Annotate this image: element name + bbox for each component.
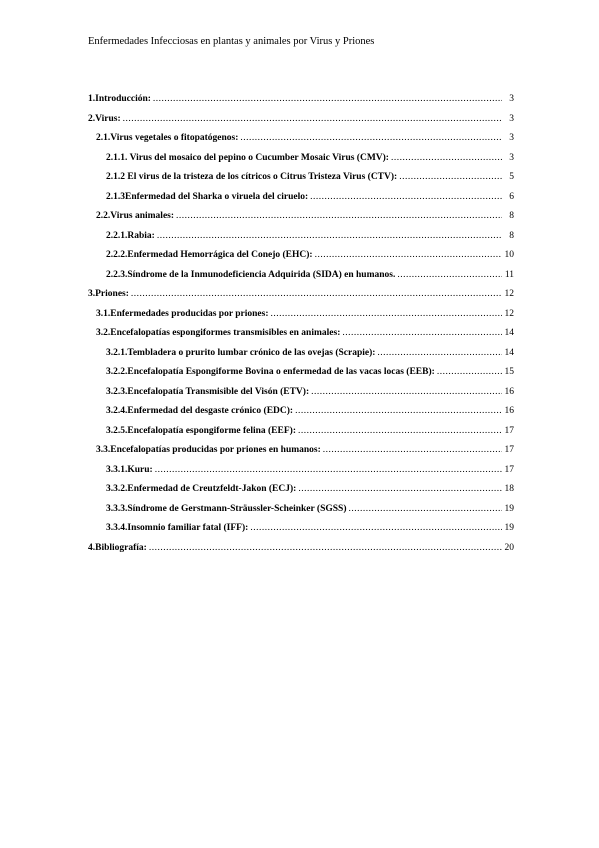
running-header: Enfermedades Infecciosas en plantas y animales por Virus y Priones (88, 36, 375, 47)
toc-page-number: 10 (504, 250, 514, 260)
leader-dots (149, 541, 502, 555)
toc-entry[interactable] (106, 346, 514, 360)
toc-page-number: 15 (504, 367, 514, 377)
leader-dots (176, 209, 502, 223)
toc-page-number: 17 (504, 464, 514, 475)
toc-page-number: 3 (509, 113, 514, 124)
toc-page-number: 16 (504, 406, 514, 416)
toc-page-number: 18 (504, 484, 514, 494)
leader-dots (157, 229, 502, 243)
toc-page-number: 3 (509, 94, 514, 104)
toc-entry-label: 2.2.Virus animales: (96, 211, 175, 221)
toc-entry-label: 2.1.3Enfermedad del Sharka o viruela del ciruelo: (106, 191, 309, 202)
leader-dots (155, 463, 502, 477)
toc-entry[interactable] (88, 92, 514, 106)
toc-entry[interactable] (106, 151, 514, 165)
leader-dots (250, 521, 502, 535)
toc-page-number: 3 (509, 133, 514, 143)
toc-page-number: 5 (509, 172, 514, 182)
toc-page-number: 14 (504, 347, 514, 358)
toc-entry-label: 3.2.Encefalopatías espongiformes transmisibles en animales: (96, 328, 341, 338)
leader-dots (310, 190, 502, 204)
toc-entry[interactable] (106, 190, 514, 204)
leader-dots (240, 131, 502, 145)
toc-entry[interactable] (106, 482, 514, 496)
leader-dots (391, 151, 502, 165)
leader-dots (323, 443, 502, 457)
toc-page-number: 17 (504, 425, 514, 436)
leader-dots (342, 326, 502, 340)
toc-entry-label: 3.1.Enfermedades producidas por priones: (96, 308, 269, 319)
toc-entry-label: 2.2.2.Enfermedad Hemorrágica del Conejo (EHC): (106, 250, 313, 260)
leader-dots (131, 287, 502, 301)
toc-entry-label: 2.2.1.Rabia: (106, 230, 155, 241)
toc-entry-label: 3.3.2.Enfermedad de Creutzfeldt-Jakon (ECJ): (106, 484, 297, 494)
leader-dots (399, 170, 502, 184)
toc-entry[interactable] (106, 170, 514, 184)
leader-dots (349, 502, 502, 516)
toc-entry[interactable] (106, 365, 514, 379)
toc-entry-label: 3.2.3.Encefalopatía Transmisible del Visón (ETV): (106, 386, 310, 397)
toc-entry[interactable] (88, 287, 514, 301)
toc-entry-label: 3.2.1.Tembladera o prurito lumbar crónico de las ovejas (Scrapie): (106, 347, 376, 358)
toc-entry-label: 3.Priones: (88, 289, 129, 299)
toc-page-number: 19 (504, 503, 514, 514)
toc-entry[interactable] (106, 424, 514, 438)
leader-dots (311, 385, 502, 399)
toc-page-number: 14 (504, 328, 514, 338)
toc-entry[interactable] (106, 248, 514, 262)
toc-entry-label: 3.3.1.Kuru: (106, 464, 153, 475)
leader-dots (397, 268, 502, 282)
toc-entry-label: 3.2.2.Encefalopatía Espongiforme Bovina o enfermedad de las vacas locas (EEB): (106, 367, 435, 377)
toc-page-number: 3 (509, 152, 514, 163)
toc-page-number: 6 (509, 191, 514, 202)
toc-page-number: 12 (504, 289, 514, 299)
leader-dots (295, 404, 502, 418)
toc-entry[interactable] (106, 268, 514, 282)
toc-entry-label: 2.1.1. Virus del mosaico del pepino o Cucumber Mosaic Virus (CMV): (106, 152, 389, 163)
toc-entry-label: 2.Virus: (88, 113, 121, 124)
leader-dots (298, 424, 502, 438)
toc-entry-label: 4.Bibliografía: (88, 542, 147, 553)
toc-page-number: 16 (504, 386, 514, 397)
toc-entry[interactable] (106, 502, 514, 516)
leader-dots (153, 92, 502, 106)
toc-page-number: 11 (504, 269, 514, 280)
toc-entry[interactable] (106, 385, 514, 399)
toc-entry-label: 3.2.4.Enfermedad del desgaste crónico (EDC): (106, 406, 294, 416)
toc-entry-label: 2.2.3.Síndrome de la Inmunodeficiencia Adquirida (SIDA) en humanos. (106, 269, 396, 280)
toc-entry[interactable] (88, 112, 514, 126)
toc-entry[interactable] (96, 209, 514, 223)
toc-entry-label: 1.Introducción: (88, 94, 151, 104)
toc-entry-label: 2.1.2 El virus de la tristeza de los cítricos o Citrus Tristeza Virus (CTV): (106, 172, 398, 182)
toc-page-number: 8 (509, 230, 514, 241)
toc-page-number: 12 (504, 308, 514, 319)
leader-dots (315, 248, 502, 262)
toc-entry[interactable] (106, 463, 514, 477)
toc-entry[interactable] (88, 541, 514, 555)
leader-dots (437, 365, 502, 379)
toc-entry[interactable] (106, 521, 514, 535)
leader-dots (298, 482, 502, 496)
toc-entry[interactable] (96, 131, 514, 145)
toc-page-number: 20 (504, 542, 514, 553)
leader-dots (123, 112, 502, 126)
toc-page-number: 19 (504, 523, 514, 533)
toc-entry[interactable] (96, 443, 514, 457)
toc-page-number: 17 (504, 445, 514, 455)
toc-entry[interactable] (96, 326, 514, 340)
toc-entry-label: 3.3.Encefalopatías producidas por priones en humanos: (96, 445, 321, 455)
leader-dots (271, 307, 502, 321)
toc-entry-label: 3.3.3.Síndrome de Gerstmann-Sträussler-Scheinker (SGSS) (106, 503, 347, 514)
toc-entry[interactable] (106, 404, 514, 418)
toc-entry[interactable] (96, 307, 514, 321)
toc-entry-label: 3.3.4.Insomnio familiar fatal (IFF): (106, 523, 249, 533)
leader-dots (377, 346, 502, 360)
toc-entry[interactable] (106, 229, 514, 243)
toc-entry-label: 3.2.5.Encefalopatía espongiforme felina (EEF): (106, 425, 296, 436)
toc-page-number: 8 (509, 211, 514, 221)
toc-entry-label: 2.1.Virus vegetales o fitopatógenos: (96, 133, 239, 143)
